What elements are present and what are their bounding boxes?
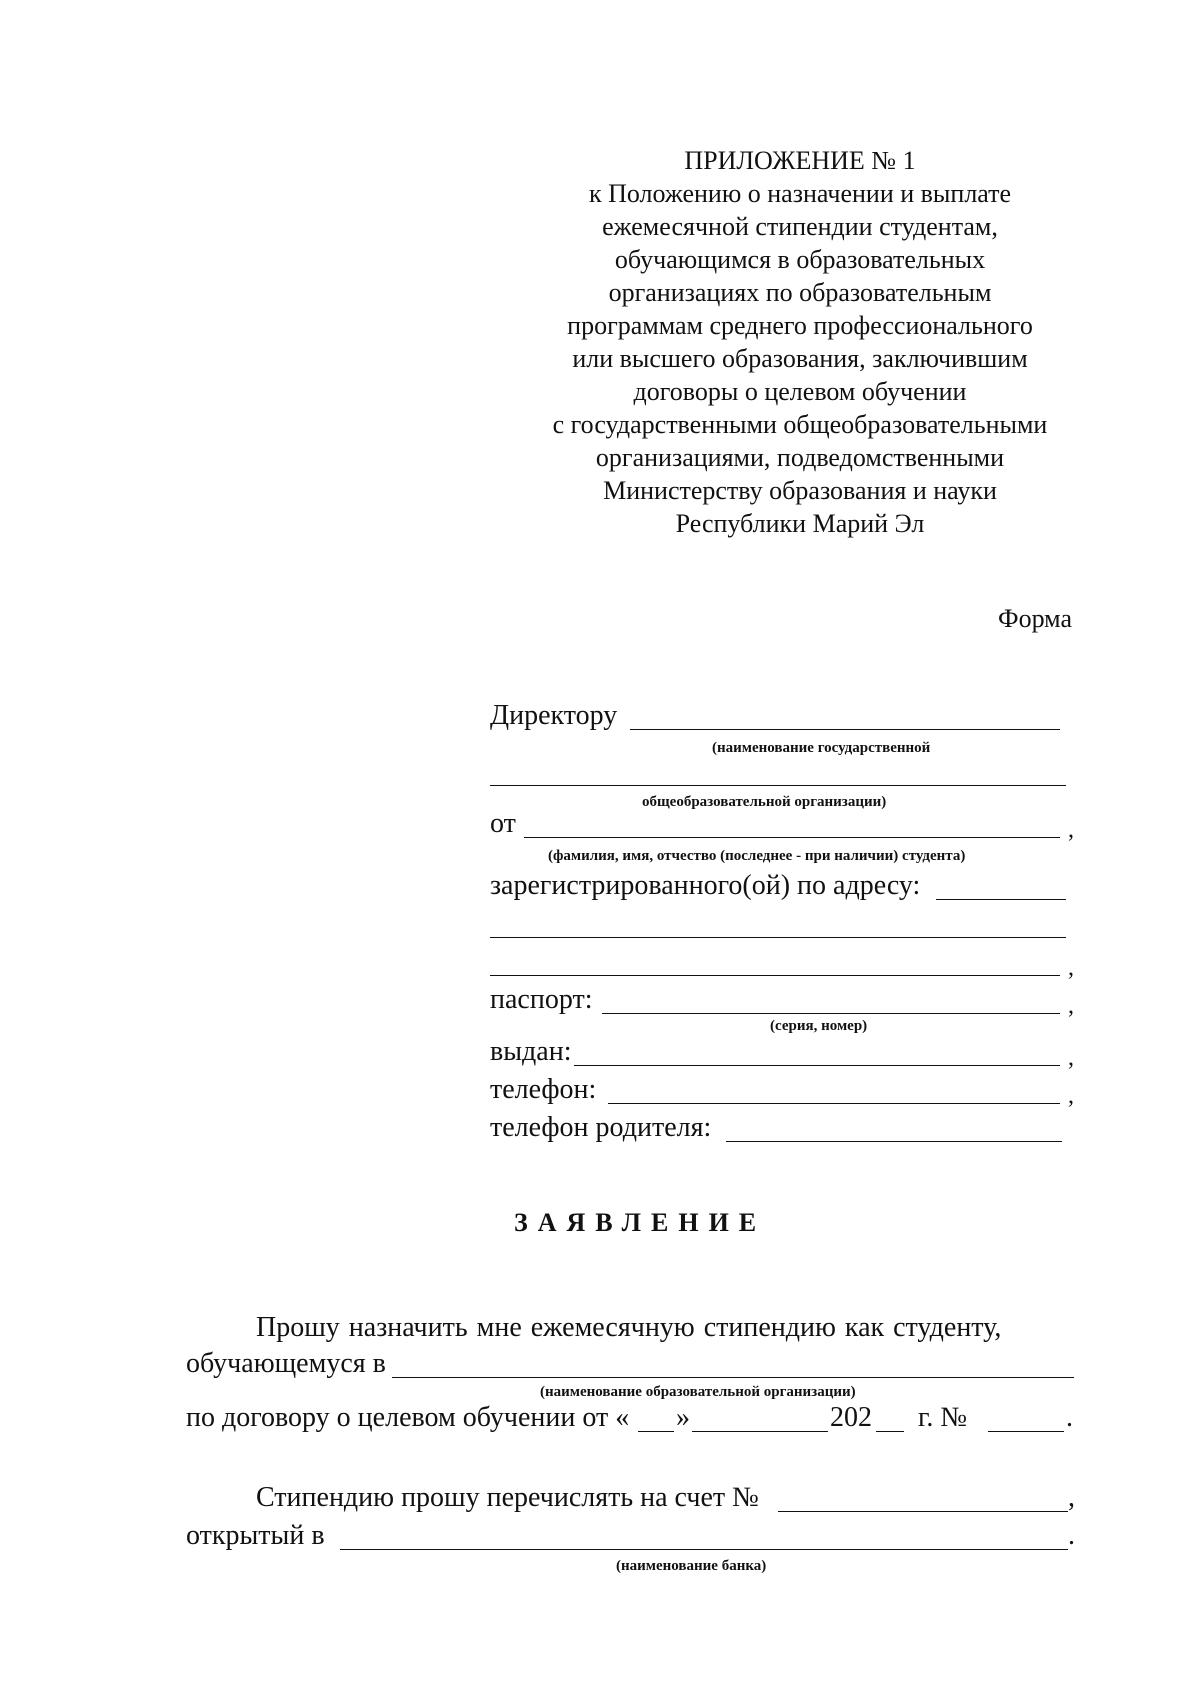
appendix-line: Республики Марий Эл bbox=[675, 509, 925, 538]
issued-field[interactable] bbox=[574, 1065, 1060, 1066]
issued-label: выдан: bbox=[490, 1036, 572, 1067]
statement-line-1 bbox=[186, 1314, 1074, 1348]
quote-close: » bbox=[676, 1402, 690, 1433]
from-label: от bbox=[490, 808, 516, 839]
contract-month-field[interactable] bbox=[692, 1431, 828, 1432]
appendix-line: ежемесячной стипендии студентам, bbox=[602, 212, 998, 241]
comma: , bbox=[1068, 955, 1074, 981]
director-row bbox=[490, 702, 1070, 736]
address-field[interactable] bbox=[936, 899, 1066, 900]
account-label: Стипендию прошу перечислять на счет № bbox=[256, 1482, 759, 1513]
comma: , bbox=[1068, 993, 1074, 1019]
contract-year-field[interactable] bbox=[876, 1431, 904, 1432]
passport-field[interactable] bbox=[602, 1013, 1060, 1014]
comma: , bbox=[1068, 1045, 1074, 1071]
from-row bbox=[490, 808, 1074, 844]
period: . bbox=[1068, 1520, 1075, 1551]
address-row-2 bbox=[490, 910, 1070, 944]
comma: , bbox=[1068, 1482, 1075, 1513]
bank-caption: (наименование банка) bbox=[616, 1558, 767, 1574]
education-org-field[interactable] bbox=[392, 1377, 1074, 1378]
from-field[interactable] bbox=[524, 837, 1060, 838]
parent-phone-label: телефон родителя: bbox=[490, 1112, 712, 1143]
education-org-caption: (наименование образовательной организации) bbox=[540, 1384, 856, 1400]
statement-text: Прошу назначить мне ежемесячную стипендию как студенту, bbox=[256, 1312, 1002, 1343]
period: . bbox=[1066, 1402, 1073, 1433]
address-row bbox=[490, 872, 1070, 906]
contract-number-label: г. № bbox=[918, 1402, 968, 1433]
passport-caption: (серия, номер) bbox=[770, 1018, 868, 1034]
org-caption: общеобразовательной организации) bbox=[642, 794, 887, 810]
appendix-line: Министерству образования и науки bbox=[603, 476, 997, 505]
address-row-3 bbox=[490, 948, 1074, 982]
issued-row bbox=[490, 1036, 1074, 1072]
comma: , bbox=[1068, 817, 1074, 843]
parent-phone-row bbox=[490, 1114, 1070, 1148]
org-row bbox=[490, 758, 1070, 792]
statement-line-4 bbox=[186, 1484, 1074, 1518]
appendix-line: обучающимся в образовательных bbox=[614, 245, 986, 274]
statement-line-3 bbox=[186, 1404, 1074, 1438]
comma: , bbox=[1068, 1083, 1074, 1109]
director-caption: (наименование государственной bbox=[712, 740, 931, 756]
parent-phone-field[interactable] bbox=[726, 1141, 1062, 1142]
statement-line-5 bbox=[186, 1522, 1074, 1556]
appendix-heading bbox=[520, 144, 1080, 540]
appendix-line: к Положению о назначении и выплате bbox=[588, 179, 1012, 208]
bank-name-field[interactable] bbox=[340, 1549, 1068, 1550]
opened-at-label: открытый в bbox=[186, 1520, 325, 1551]
contract-date-label: по договору о целевом обучении от « bbox=[186, 1402, 630, 1433]
contract-number-field[interactable] bbox=[988, 1431, 1064, 1432]
phone-field[interactable] bbox=[608, 1103, 1060, 1104]
appendix-line: программам среднего профессионального bbox=[567, 311, 1033, 340]
appendix-line: организациями, подведомственными bbox=[595, 443, 1005, 472]
statement-line-2 bbox=[186, 1350, 1074, 1384]
appendix-line: ПРИЛОЖЕНИЕ № 1 bbox=[684, 146, 916, 175]
statement-title: ЗАЯВЛЕНИЕ bbox=[514, 1208, 767, 1237]
address-field-2[interactable] bbox=[490, 937, 1066, 938]
appendix-line: организациях по образовательным bbox=[608, 278, 992, 307]
phone-row bbox=[490, 1074, 1074, 1110]
appendix-line: или высшего образования, заключившим bbox=[572, 344, 1028, 373]
director-label: Директору bbox=[490, 700, 618, 731]
phone-label: телефон: bbox=[490, 1074, 597, 1105]
director-field[interactable] bbox=[630, 729, 1060, 730]
form-label: Форма bbox=[998, 604, 1072, 633]
studying-at-label: обучающемуся в bbox=[186, 1348, 386, 1379]
contract-day-field[interactable] bbox=[638, 1431, 674, 1432]
passport-label: паспорт: bbox=[490, 984, 593, 1015]
passport-row bbox=[490, 984, 1074, 1020]
org-name-field[interactable] bbox=[490, 785, 1066, 786]
address-label: зарегистрированного(ой) по адресу: bbox=[490, 870, 921, 901]
contract-year-prefix: 202 bbox=[830, 1402, 872, 1433]
address-field-3[interactable] bbox=[490, 975, 1060, 976]
from-caption: (фамилия, имя, отчество (последнее - при наличии) студента) bbox=[548, 848, 966, 864]
account-number-field[interactable] bbox=[778, 1511, 1068, 1512]
appendix-line: договоры о целевом обучении bbox=[633, 377, 967, 406]
appendix-line: с государственными общеобразовательными bbox=[552, 410, 1048, 439]
